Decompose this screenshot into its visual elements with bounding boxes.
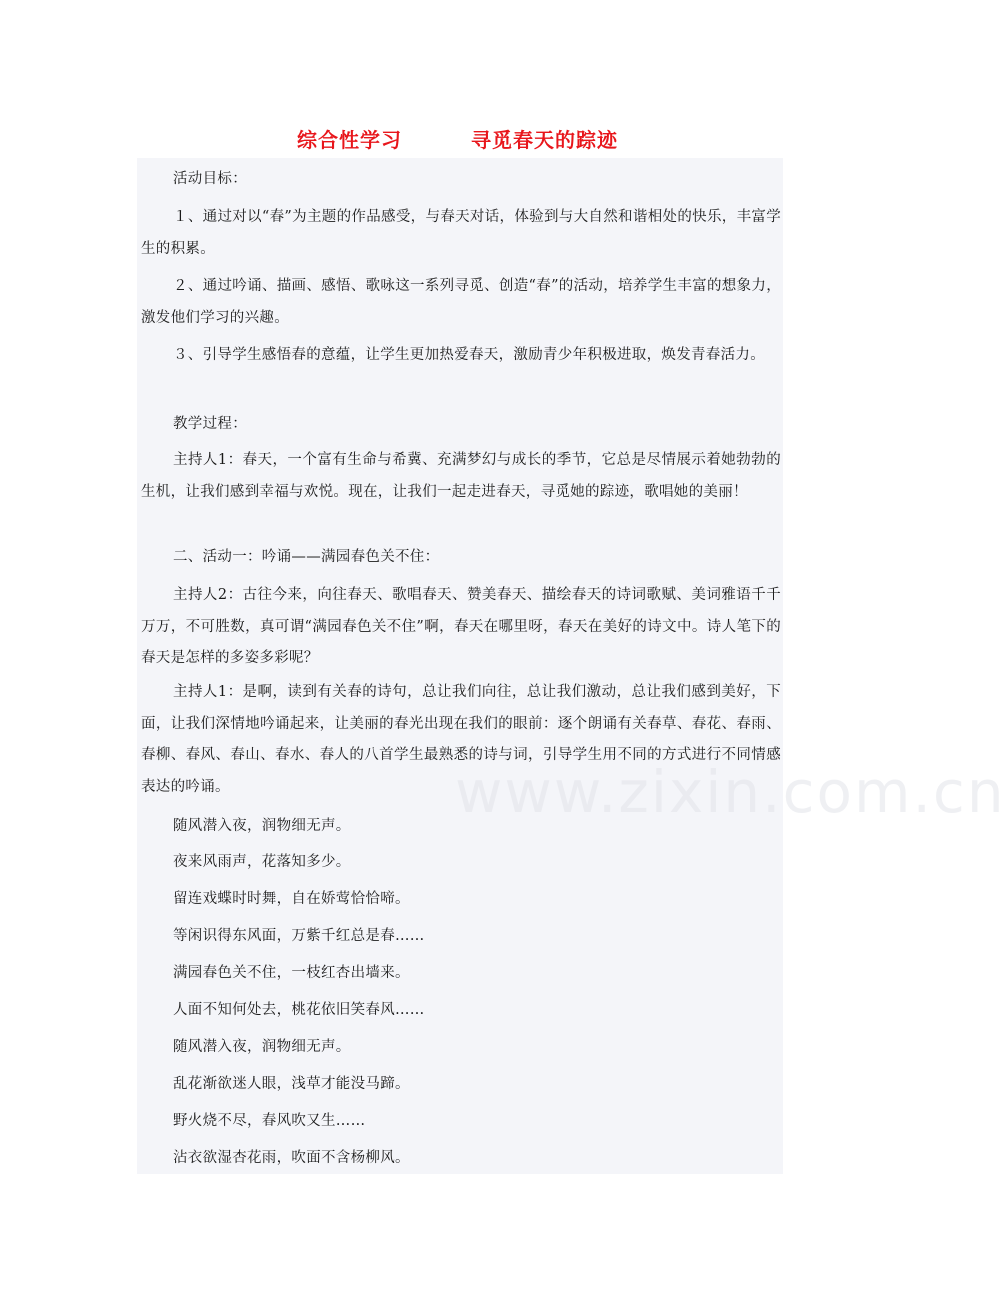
poem-line-3: 留连戏蝶时时舞，自在娇莺恰恰啼。 [173,891,410,907]
section-heading-goals: 活动目标： [173,171,247,187]
poem-line-4: 等闲识得东风面，万紫千红总是春…… [173,928,425,944]
poem-line-8: 乱花渐欲迷人眼，浅草才能没马蹄。 [173,1076,410,1092]
section-heading-process: 教学过程： [173,416,247,432]
poem-line-1: 随风潜入夜，润物细无声。 [173,818,351,834]
poem-line-6: 人面不知何处去，桃花依旧笑春风…… [173,1002,425,1018]
title-part-2: 寻觅春天的踪迹 [471,128,618,152]
host-1-recital-paragraph: 主持人1：是啊，读到有关春的诗句，总让我们向往，总让我们激动，总让我们感到美好，下面，让我们深情地吟诵起来，让美丽的春光出现在我们的眼前：逐个朗诵有关春草、春花、春雨、春柳、春风、春山、春水、春人的八首学生最熟悉的诗与词，引导学生用不同的方式进行不同情感表达的吟诵。 [141,684,781,795]
host-2-paragraph: 主持人2：古往今来，向往春天、歌唱春天、赞美春天、描绘春天的诗词歌赋、美词雅语千千万万，不可胜数，真可谓“满园春色关不住”啊，春天在哪里呀，春天在美好的诗文中。诗人笔下的春天是怎样的多姿多彩呢？ [141,587,781,666]
goal-paragraph-3: ３、引导学生感悟春的意蕴，让学生更加热爱春天，激励青少年积极进取，焕发青春活力。 [173,347,765,363]
title-part-1: 综合性学习 [297,128,402,152]
goal-paragraph-2: ２、通过吟诵、描画、感悟、歌咏这一系列寻觅、创造“春”的活动，培养学生丰富的想象力，激发他们学习的兴趣。 [141,278,781,326]
host-1-intro-paragraph: 主持人1：春天，一个富有生命与希冀、充满梦幻与成长的季节，它总是尽情展示着她勃勃的生机，让我们感到幸福与欢悦。现在，让我们一起走进春天，寻觅她的踪迹，歌唱她的美丽！ [141,452,781,500]
document-body [137,158,1006,1174]
poem-line-7: 随风潜入夜，润物细无声。 [173,1039,351,1055]
poem-line-10: 沾衣欲湿杏花雨，吹面不含杨柳风。 [173,1150,410,1166]
goal-paragraph-1: １、通过对以“春”为主题的作品感受，与春天对话，体验到与大自然和谐相处的快乐，丰富学生的积累。 [141,209,781,257]
poem-line-5: 满园春色关不住，一枝红杏出墙来。 [173,965,410,981]
activity-1-heading: 二、活动一：吟诵——满园春色关不住： [173,549,440,565]
poem-line-9: 野火烧不尽，春风吹又生…… [173,1113,366,1129]
poem-line-2: 夜来风雨声，花落知多少。 [173,854,351,870]
watermark: www.zixin.com.cn [455,758,1006,826]
document-title [0,120,920,154]
